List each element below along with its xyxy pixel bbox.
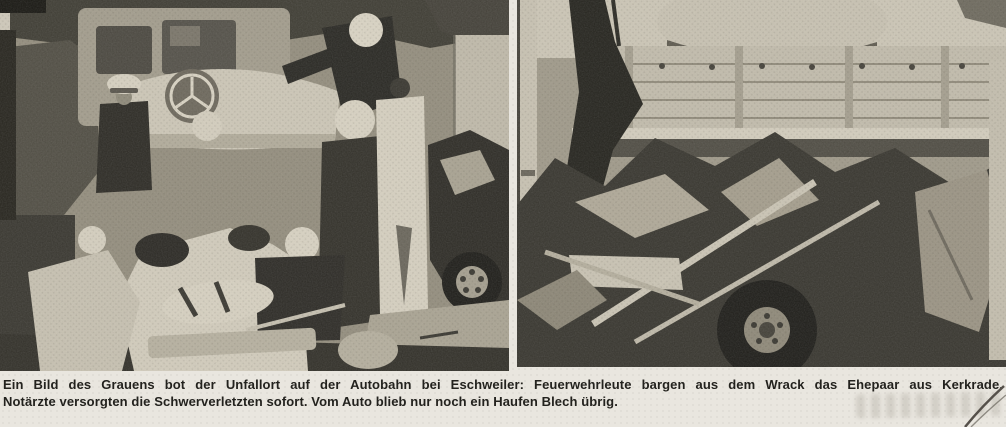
photo-wreck-illustration — [517, 0, 1006, 367]
caption-line-1: Ein Bild des Grauens bot der Unfallort auf der Autobahn bei Eschweiler: Feuerwehrleute bargen aus dem Wrack das Ehepaar aus Kerkrade. — [3, 377, 1003, 392]
photo-rescue-illustration — [0, 0, 509, 371]
caption — [3, 377, 1003, 410]
caption-line-2: Notärzte versorgten die Schwerverletzten sofort. Vom Auto blieb nur noch ein Haufen Blech übrig. — [3, 393, 618, 409]
photo-rescue-scene — [0, 0, 509, 371]
pen-stroke-mark — [950, 378, 1006, 427]
photo-car-wreck — [517, 0, 1006, 367]
